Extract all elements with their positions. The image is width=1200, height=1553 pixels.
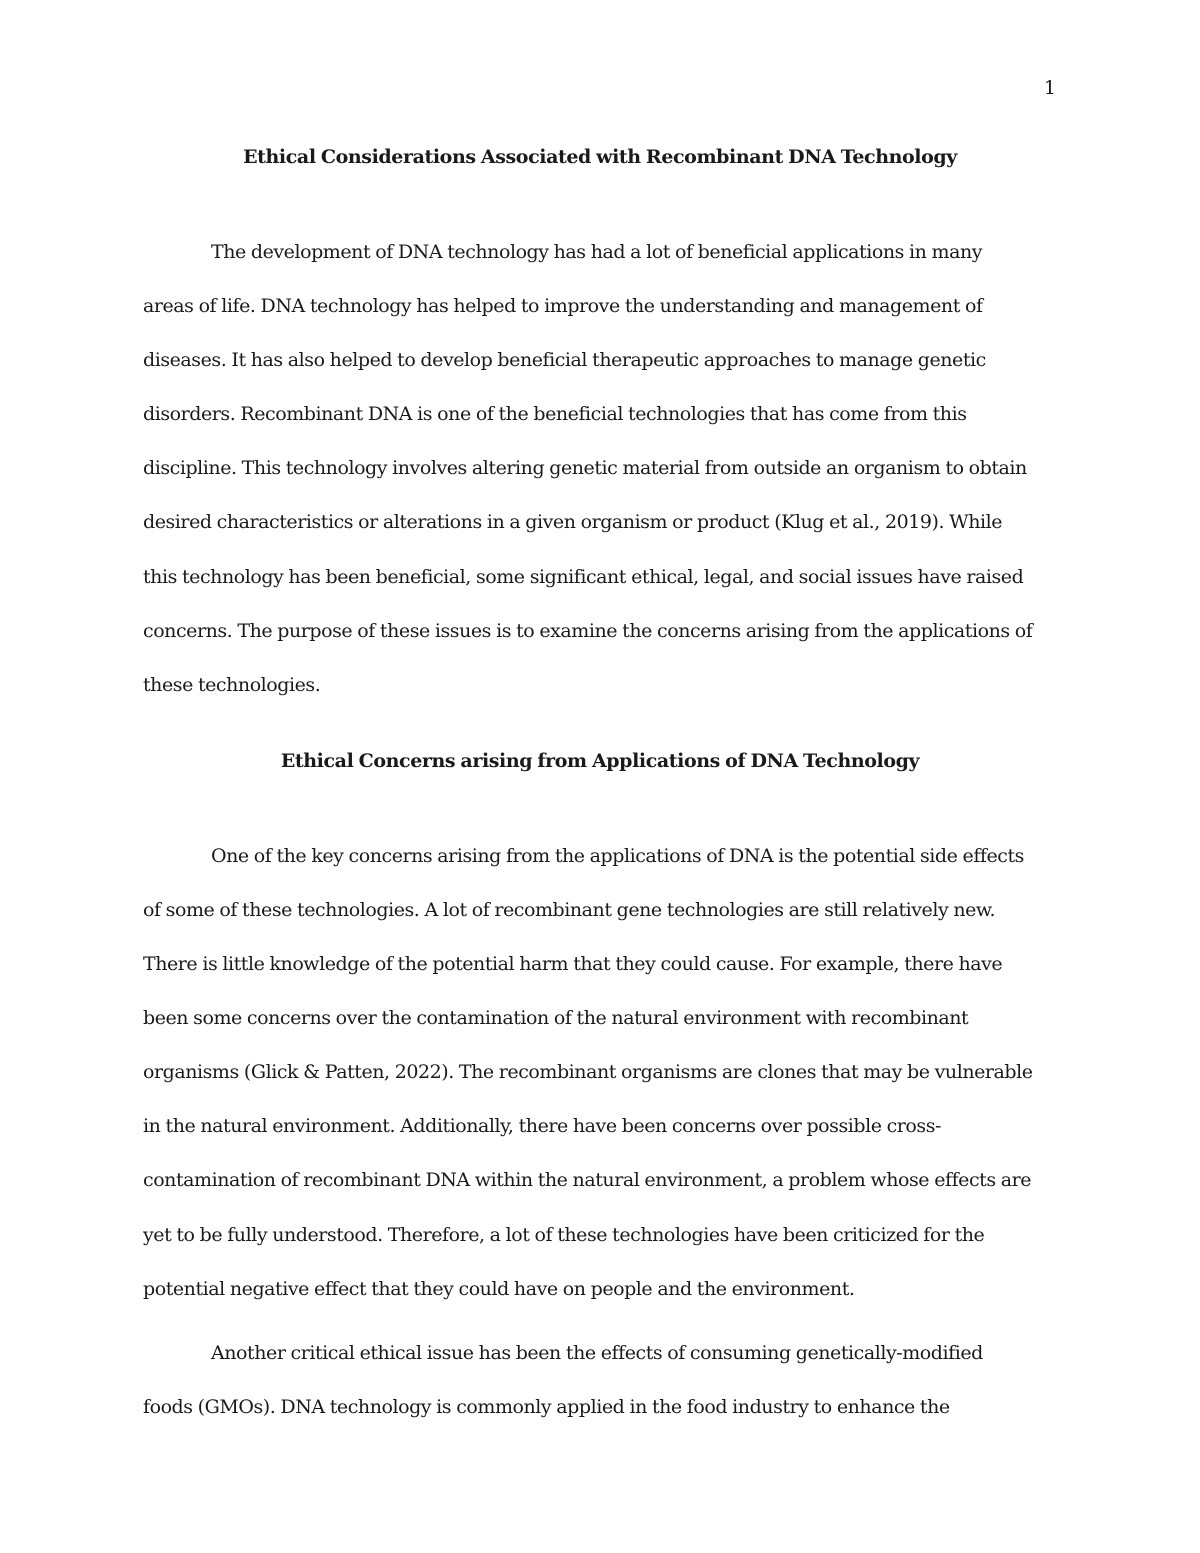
- page-number: 1: [1043, 77, 1056, 99]
- paragraph-line: organisms (Glick & Patten, 2022). The recombinant organisms are clones that may be vulnerable: [143, 1061, 1033, 1084]
- paragraph-line: this technology has been beneficial, some significant ethical, legal, and social issues have raised: [143, 565, 1024, 588]
- paragraph-line: Another critical ethical issue has been the effects of consuming genetically-modified: [211, 1341, 983, 1364]
- paragraph-line: The development of DNA technology has had a lot of beneficial applications in many: [211, 241, 983, 263]
- paragraph-line: been some concerns over the contamination of the natural environment with recombinant: [143, 1007, 969, 1030]
- section-heading-ethical-concerns: Ethical Concerns arising from Applications of DNA Technology: [280, 749, 920, 772]
- paragraph-line: discipline. This technology involves altering genetic material from outside an organism to obtain: [143, 457, 1027, 480]
- paragraph-line: One of the key concerns arising from the applications of DNA is the potential side effects: [211, 844, 1024, 867]
- ethical-concerns-paragraph: [143, 829, 1057, 1316]
- paragraph-line: yet to be fully understood. Therefore, a lot of these technologies have been criticized for the: [143, 1223, 985, 1246]
- paragraph-line: areas of life. DNA technology has helped to improve the understanding and management of: [143, 295, 983, 318]
- paragraph-line: disorders. Recombinant DNA is one of the beneficial technologies that has come from this: [143, 403, 967, 426]
- paragraph-line: in the natural environment. Additionally, there have been concerns over possible cross-: [143, 1115, 941, 1138]
- paragraph-line: concerns. The purpose of these issues is to examine the concerns arising from the applications of: [143, 619, 1033, 642]
- paragraph-line: contamination of recombinant DNA within the natural environment, a problem whose effects are: [143, 1169, 1032, 1192]
- paragraph-line: potential negative effect that they could have on people and the environment.: [143, 1277, 855, 1300]
- section-heading-recombinant-dna: Ethical Considerations Associated with Recombinant DNA Technology: [243, 146, 957, 168]
- intro-paragraph: [143, 225, 1057, 712]
- paragraph-line: of some of these technologies. A lot of recombinant gene technologies are still relatively new.: [143, 898, 996, 921]
- document-body: [143, 142, 1057, 1434]
- gmo-paragraph: [143, 1326, 1057, 1434]
- paragraph-line: desired characteristics or alterations in a given organism or product (Klug et al., 2019). While: [143, 511, 1003, 534]
- paragraph-line: foods (GMOs). DNA technology is commonly applied in the food industry to enhance the: [143, 1395, 950, 1418]
- paragraph-line: diseases. It has also helped to develop beneficial therapeutic approaches to manage genetic: [143, 349, 986, 372]
- paragraph-line: these technologies.: [143, 673, 321, 696]
- paragraph-line: There is little knowledge of the potential harm that they could cause. For example, there have: [143, 953, 1003, 976]
